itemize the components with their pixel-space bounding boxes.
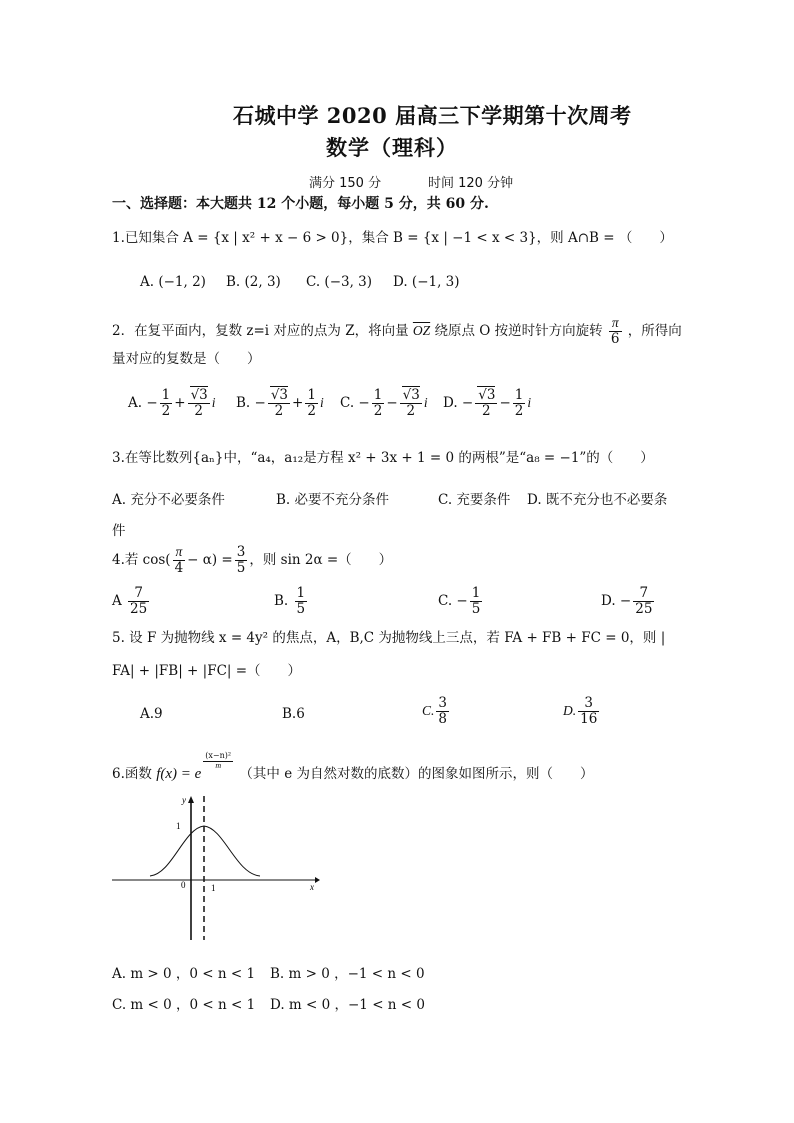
question-2-option-d: D. − $\frac{√3}{2}$ − $\frac{1}{2}$ i — [443, 387, 532, 419]
question-3-option-d: D. 既不充分也不必要条 — [527, 492, 668, 508]
option-letter: B. — [236, 394, 251, 411]
exam-title: 石城中学 2020 届高三下学期第十次周考 — [233, 103, 632, 128]
question-5-option-c: C. $\frac{3}{8}$ — [422, 695, 447, 727]
question-6-option-d: D. m < 0 ，−1 < n < 0 — [270, 997, 425, 1013]
question-3-stem: 3.在等比数列{aₙ}中，“a₄，a₁₂是方程 x² + 3x + 1 = 0 的两根”是“a₈ = −1”的（ ） — [112, 450, 654, 466]
question-3-option-a: A. 充分不必要条件 — [112, 492, 225, 508]
x-label: x — [310, 882, 314, 892]
angle-denominator: 6 — [610, 330, 620, 347]
question-2-text-a: 2．在复平面内，复数 z=i 对应的点为 Z，将向量 — [112, 322, 409, 339]
question-5-option-b: B.6 — [282, 706, 305, 722]
exponent-fraction — [203, 752, 233, 771]
origin-label: 0 — [181, 880, 186, 890]
option-letter: C. − — [438, 592, 468, 609]
question-2-option-a: A. − $\frac{1}{2}$ + $\frac{√3}{2}$ i — [128, 387, 216, 419]
question-3-option-b: B. 必要不充分条件 — [276, 492, 390, 508]
option-letter: D. — [443, 394, 458, 411]
question-6-option-c: C. m < 0 ，0 < n < 1 — [112, 997, 256, 1013]
question-1-stem: 1.已知集合 A = {x | x² + x − 6 > 0}，集合 B = {x | −1 < x < 3}，则 A∩B = （ ） — [112, 230, 673, 246]
option-letter: D. — [563, 702, 577, 718]
question-3-wrap: 件 — [112, 523, 126, 539]
question-2-option-c: C. − $\frac{1}{2}$ − $\frac{√3}{2}$ i — [340, 387, 428, 419]
question-4-option-b: B. $\frac{1}{5}$ — [274, 585, 306, 617]
question-6-option-a: A. m > 0 ，0 < n < 1 — [112, 966, 256, 982]
question-4-option-a: A $\frac{7}{25}$ — [112, 585, 148, 617]
question-5-option-d: D. $\frac{3}{16}$ — [563, 695, 598, 727]
y-one-label: 1 — [176, 821, 181, 831]
x-axis-arrow — [315, 877, 320, 883]
question-4-text-b: − α) = — [187, 551, 233, 568]
question-2-text-b: 绕原点 O 按逆时针方向旋转 — [434, 322, 603, 339]
question-1-option-d: D. (−1, 3) — [393, 274, 460, 290]
question-1-option-a: A. (−1, 2) — [140, 274, 206, 290]
question-4-option-c: C. − $\frac{1}{5}$ — [438, 585, 481, 617]
question-2-text-c: ，所得向 — [627, 322, 682, 339]
x-one-label: 1 — [211, 883, 216, 893]
question-4-text-c: ，则 sin 2α =（ ） — [249, 551, 393, 568]
gaussian-graph — [112, 790, 322, 948]
option-letter: C. — [422, 702, 435, 718]
question-6-option-b: B. m > 0 ，−1 < n < 0 — [270, 966, 425, 982]
question-1-option-c: C. (−3, 3) — [306, 274, 373, 290]
question-5-stem: 5. 设 F 为抛物线 x = 4y² 的焦点，A，B,C 为抛物线上三点，若 FA + FB + FC = 0，则 | — [112, 630, 666, 646]
option-letter: A. — [128, 394, 143, 411]
subject-title: 数学（理科） — [326, 135, 458, 160]
time-info: 时间 120 分钟 — [428, 176, 514, 191]
question-5-stem-line2: FA| + |FB| + |FC| =（ ） — [112, 663, 302, 679]
y-label: y — [182, 795, 186, 805]
function-expression: f(x) = e — [156, 765, 202, 782]
angle-fraction — [609, 316, 622, 347]
gaussian-curve — [150, 826, 260, 876]
question-3-option-c: C. 充要条件 — [438, 492, 511, 508]
score-info: 满分 150 分 — [309, 176, 382, 191]
y-axis-arrow — [188, 796, 194, 803]
angle-numerator: π — [609, 316, 622, 332]
option-letter: B. — [274, 592, 289, 609]
question-1-option-b: B. (2, 3) — [226, 274, 281, 290]
question-2-stem — [112, 316, 682, 347]
vector-oz: $\overline{OZ}$ — [412, 322, 431, 338]
question-4-option-d: D. − $\frac{7}{25}$ — [601, 585, 653, 617]
exponent-numerator: (x−n)² — [205, 751, 232, 760]
option-letter: C. — [340, 394, 355, 411]
question-5-option-a: A.9 — [140, 706, 163, 722]
question-2-option-b: B. − $\frac{√3}{2}$ + $\frac{1}{2}$ i — [236, 387, 324, 419]
option-letter: D. − — [601, 592, 632, 609]
exponent-denominator: m — [215, 760, 222, 770]
question-6-stem — [112, 752, 594, 782]
question-2-stem-line2: 量对应的复数是（ ） — [112, 351, 261, 367]
question-6-text-b: （其中 e 为自然对数的底数）的图象如图所示，则（ ） — [239, 765, 594, 782]
option-letter: A — [112, 592, 122, 609]
section-heading: 一、选择题：本大题共 12 个小题，每小题 5 分，共 60 分. — [112, 196, 489, 212]
question-6-text-a: 6.函数 — [112, 765, 152, 782]
question-4-text-a: 4.若 cos( — [112, 551, 171, 568]
question-4-stem: 4.若 cos( $\frac{\pi}{4}$ − α) = $\frac{3}{5}$ ，则 sin 2α =（ ） — [112, 544, 393, 576]
